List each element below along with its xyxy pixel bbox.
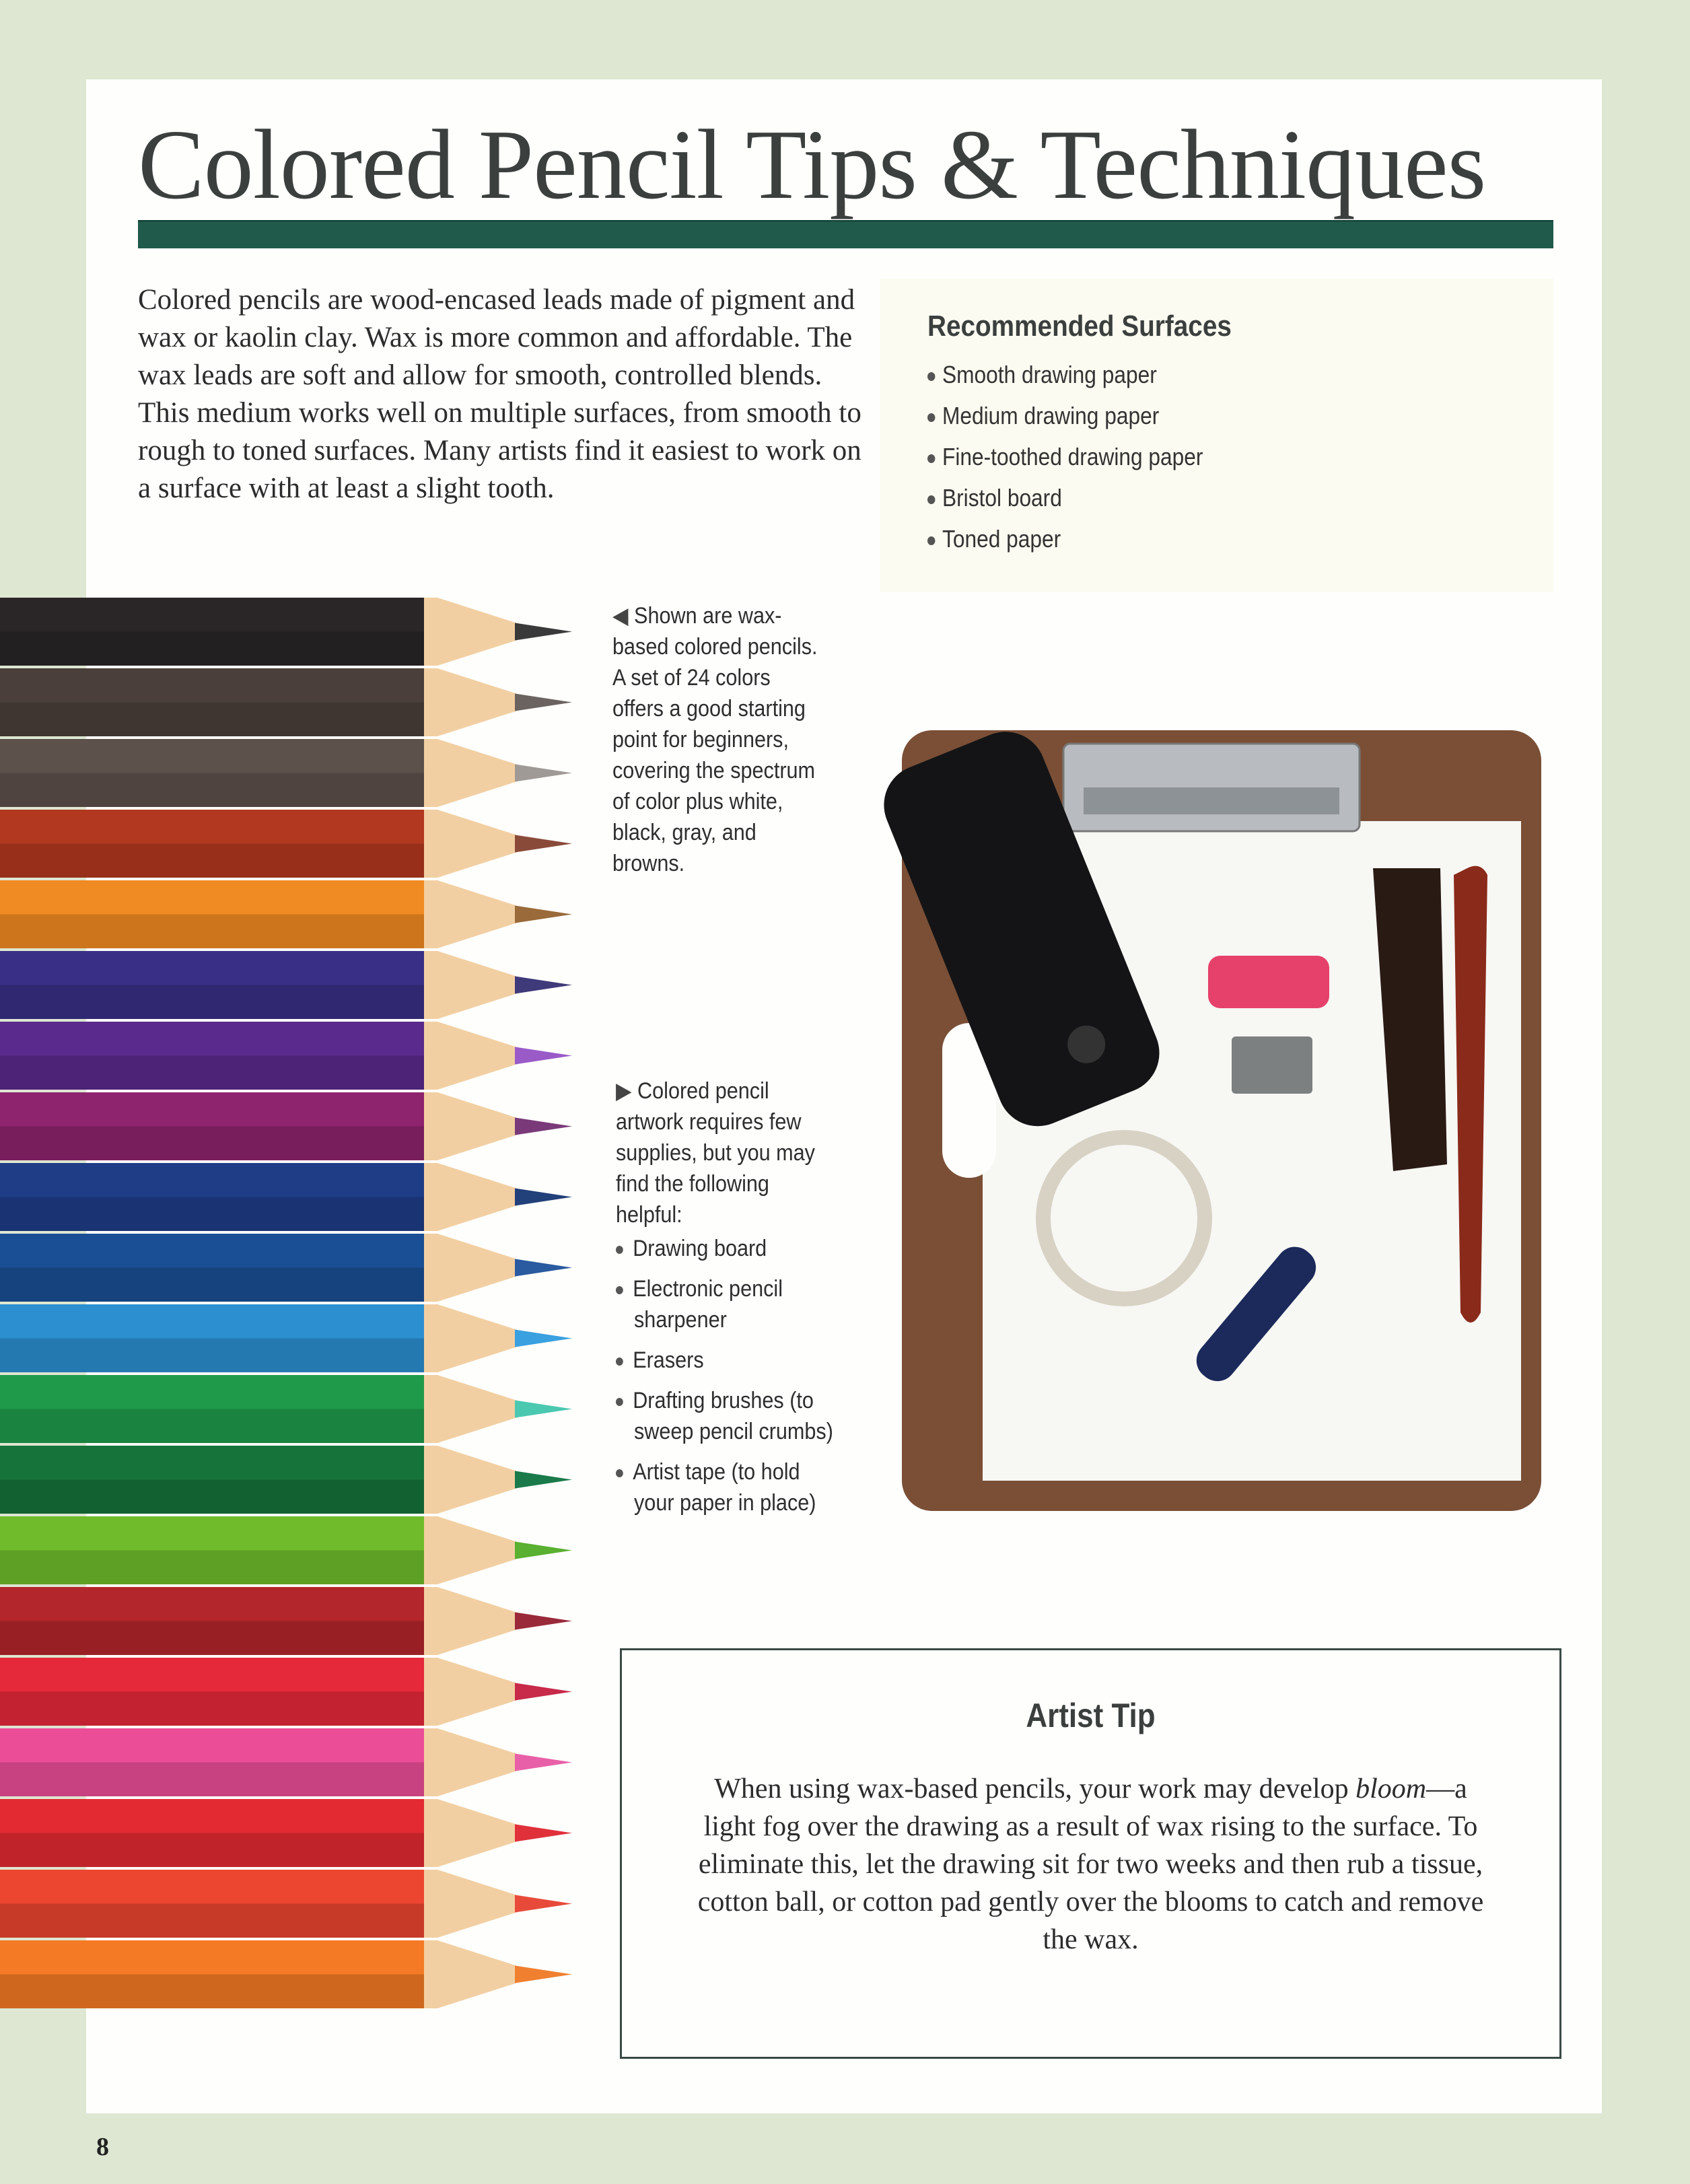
pencil	[0, 1092, 572, 1160]
pencil-shade	[0, 1551, 437, 1585]
pencil-wood	[424, 1022, 518, 1090]
list-item	[927, 518, 1203, 559]
item-label: Erasers	[633, 1347, 704, 1373]
pencil-lead	[515, 623, 572, 641]
pencil-lead	[515, 1895, 572, 1913]
list-item	[927, 354, 1203, 395]
pencil-lead	[515, 1471, 572, 1489]
pencil-shade	[0, 915, 437, 949]
drawing-supplies-image	[861, 707, 1561, 1528]
pencil-wood	[424, 739, 518, 807]
pencil-shade	[0, 1056, 437, 1090]
eraser-gray	[1232, 1036, 1312, 1094]
pencil-wood	[424, 1234, 518, 1302]
pencil-lead	[515, 1825, 572, 1842]
surfaces-list	[927, 354, 1240, 559]
artist-tip-box	[620, 1648, 1561, 2059]
pencil-lead	[515, 1401, 572, 1418]
pencil-shade	[0, 1763, 437, 1797]
pencil-wood	[424, 1304, 518, 1372]
supplies-caption	[616, 1076, 834, 1528]
bullet-icon	[927, 372, 935, 381]
pencil-lead	[515, 1259, 572, 1277]
pencil-wood	[424, 951, 518, 1019]
item-label: Smooth drawing paper	[942, 361, 1157, 388]
pencil-lead	[515, 977, 572, 994]
pencil-lead	[515, 1966, 572, 1983]
list-item	[616, 1345, 834, 1376]
pencil	[0, 1234, 572, 1302]
list-item	[616, 1273, 834, 1335]
pencil-lead	[515, 1542, 572, 1559]
pencil-shade	[0, 1975, 437, 2009]
pencil-shade	[0, 1480, 437, 1514]
pencil-wood	[424, 1163, 518, 1231]
colored-pencils-image	[0, 592, 586, 2012]
pencil-lead	[515, 1118, 572, 1135]
pencil-shade	[0, 1904, 437, 1938]
caption-text: Colored pencil artwork requires few supplies, but you may find the following helpful:	[616, 1078, 815, 1228]
item-label: Medium drawing paper	[942, 402, 1160, 429]
pencil	[0, 951, 572, 1019]
pencil-wood	[424, 1940, 518, 2008]
pencil-shade	[0, 985, 437, 1020]
pencil-shade	[0, 773, 437, 808]
pencil-shade	[0, 1409, 437, 1444]
pencil-lead	[515, 906, 572, 923]
pencil-shade	[0, 632, 437, 666]
pencil-lead	[515, 1330, 572, 1347]
arrow-right-icon: ▶	[616, 1078, 632, 1104]
tip-text	[687, 1770, 1495, 1959]
pencil-wood	[424, 1799, 518, 1867]
pencil-lead	[515, 694, 572, 711]
pencil-lead	[515, 765, 572, 782]
list-item	[616, 1385, 834, 1447]
tip-text-part: When using wax-based pencils, your work may develop	[714, 1773, 1356, 1804]
bullet-icon	[927, 413, 935, 422]
pencil-shade	[0, 1127, 437, 1161]
pencil	[0, 598, 572, 666]
caption-text: Shown are wax-based colored pencils. A set of 24 colors offers a good starting point for beginners, covering the spectrum of color plus white, black, gray, and browns.	[612, 603, 818, 876]
title-rule	[138, 220, 1553, 248]
pencil-wood	[424, 880, 518, 948]
bullet-icon	[927, 536, 935, 545]
pencil	[0, 668, 572, 736]
pencil	[0, 1728, 572, 1796]
pencil-lead	[515, 1613, 572, 1630]
pencil-wood	[424, 1658, 518, 1726]
pencil	[0, 810, 572, 878]
pencil	[0, 1022, 572, 1090]
pencil-wood	[424, 1728, 518, 1796]
recommended-surfaces-box	[880, 279, 1553, 592]
item-label: Fine-toothed drawing paper	[942, 443, 1203, 470]
pencil-wood	[424, 1375, 518, 1443]
item-label: Artist tape (to hold your paper in place)	[633, 1459, 816, 1516]
pencil-lead	[515, 1754, 572, 1771]
item-label: Bristol board	[942, 484, 1062, 512]
pencil-wood	[424, 668, 518, 736]
pencil	[0, 1163, 572, 1231]
item-label: Drafting brushes (to sweep pencil crumbs)	[633, 1388, 833, 1444]
eraser-pink	[1208, 956, 1329, 1008]
bullet-icon	[927, 454, 935, 463]
list-item	[927, 395, 1203, 436]
pencil-wood	[424, 1092, 518, 1160]
pencil-lead	[515, 1683, 572, 1701]
pencil	[0, 1940, 572, 2008]
list-item	[616, 1233, 834, 1264]
item-label: Drawing board	[633, 1236, 767, 1261]
intro-paragraph: Colored pencils are wood-encased leads made of pigment and wax or kaolin clay. Wax is more common and affordable. The wax leads are soft and allow for smooth, controlled blends. This medium works well on multiple surfaces, from smooth to rough to toned surfaces. Many artists find it easiest to work on a surface with at least a slight tooth.	[138, 284, 861, 504]
page-number: 8	[96, 2133, 109, 2161]
pencil-wood	[424, 1870, 518, 1938]
clip-icon	[1063, 744, 1360, 831]
surfaces-heading: Recommended Surfaces	[927, 310, 1232, 343]
pencil-lead	[515, 1189, 572, 1206]
pencil	[0, 1658, 572, 1726]
pencil-shade	[0, 1339, 437, 1373]
pencil-wood	[424, 1587, 518, 1655]
item-label: Electronic pencil sharpener	[633, 1276, 783, 1333]
list-item	[927, 477, 1203, 518]
pencil	[0, 739, 572, 807]
pencil-shade	[0, 1268, 437, 1302]
item-label: Toned paper	[942, 525, 1061, 553]
pencil-wood	[424, 1516, 518, 1584]
pencil	[0, 1516, 572, 1584]
tip-heading: Artist Tip	[1026, 1697, 1156, 1734]
pencil	[0, 880, 572, 948]
list-item	[616, 1456, 834, 1518]
pencil-lead	[515, 1047, 572, 1065]
pencil-wood	[424, 598, 518, 666]
pencil-shade	[0, 1833, 437, 1868]
pencil	[0, 1446, 572, 1514]
pencil	[0, 1870, 572, 1938]
list-item	[927, 436, 1203, 477]
supplies-list	[616, 1233, 834, 1518]
tip-text-part: —a light fog over the drawing as a result of wax rising to the surface. To eliminate this, let the drawing sit for two weeks and then rub a tissue, cotton ball, or cotton pad gently over the blooms to catch and remove the wax.	[697, 1773, 1484, 1955]
pencil-shade	[0, 1621, 437, 1656]
pencil-shade	[0, 1197, 437, 1232]
bullet-icon	[616, 1358, 623, 1366]
bullet-icon	[616, 1246, 623, 1254]
pencils-caption	[612, 600, 824, 879]
pencil-shade	[0, 703, 437, 737]
bullet-icon	[927, 495, 935, 504]
bullet-icon	[616, 1286, 623, 1294]
pencil-shade	[0, 844, 437, 878]
bullet-icon	[616, 1398, 623, 1406]
pencil-wood	[424, 810, 518, 878]
arrow-left-icon: ◀	[612, 603, 629, 629]
pencil	[0, 1799, 572, 1867]
pencil-shade	[0, 1692, 437, 1726]
tip-term: bloom	[1355, 1773, 1427, 1804]
pencil-lead	[515, 835, 572, 853]
page-title: Colored Pencil Tips & Techniques	[138, 110, 1486, 220]
pencil	[0, 1587, 572, 1655]
bullet-icon	[616, 1469, 623, 1477]
pencil	[0, 1375, 572, 1443]
pencil-wood	[424, 1446, 518, 1514]
pencil	[0, 1304, 572, 1372]
